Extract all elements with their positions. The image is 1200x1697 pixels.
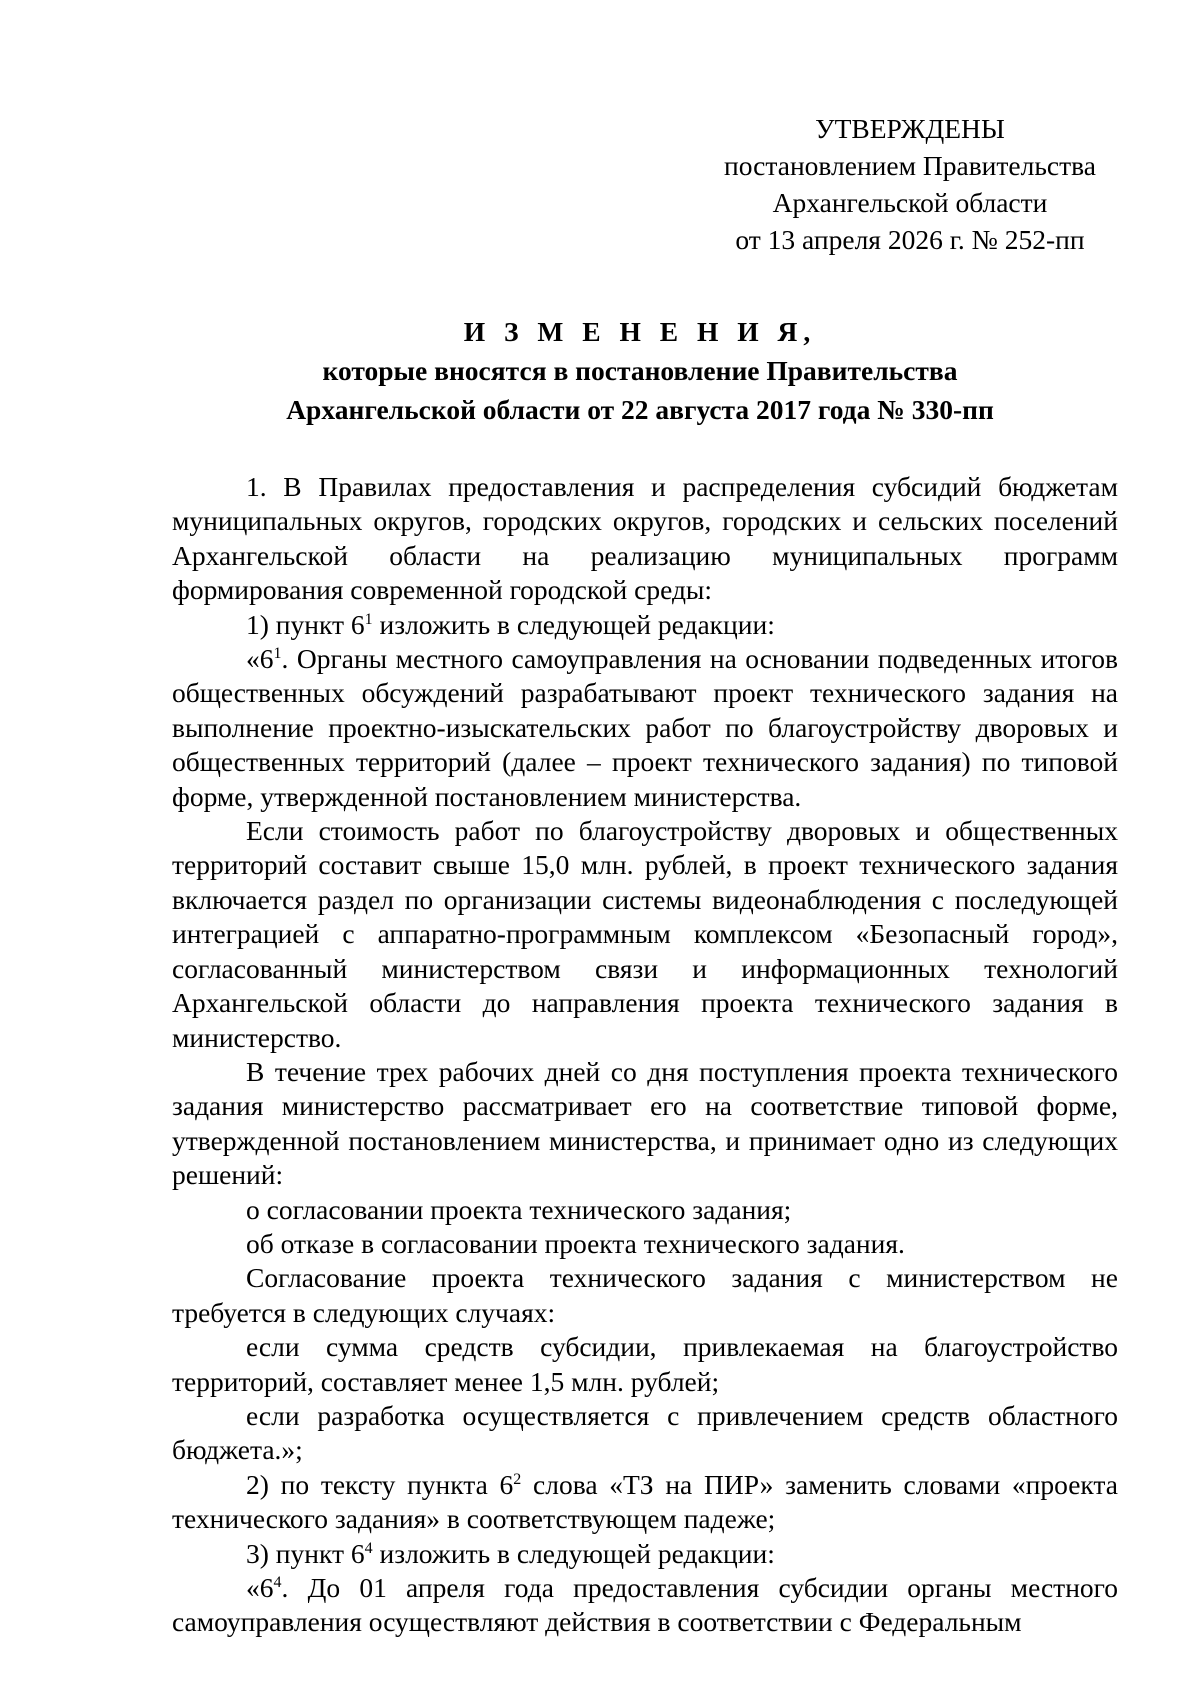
paragraph-12-text-a: 3) пункт 6: [246, 1537, 365, 1569]
title-heading: И З М Е Н Е Н И Я,: [463, 316, 817, 347]
paragraph-4: Если стоимость работ по благоустройству дворовых и общественных территорий составит свыше 15,0 млн. рублей, в проект технического задания включается раздел по организации системы видеонаблюдения с последующей интеграцией с аппаратно-программным комплексом «Безопасный город», согласованный министерством связи и информационных технологий Архангельской области до направления проекта технического задания в министерство.: [172, 815, 1118, 1053]
paragraph-11-superscript: 2: [513, 1470, 522, 1488]
approval-line-3: Архангельской области: [772, 187, 1048, 218]
paragraph-11-text-a: 2) по тексту пункта 6: [246, 1468, 514, 1500]
document-title: [170, 312, 1110, 429]
paragraph-3: [172, 642, 1118, 814]
paragraph-6: о согласовании проекта технического задания;: [246, 1193, 792, 1225]
paragraph-13-superscript: 4: [273, 1574, 282, 1591]
approval-line-2: постановлением Правительства: [724, 150, 1096, 181]
paragraph-12-superscript: 4: [364, 1539, 373, 1557]
paragraph-11-text-b: слова «ТЗ на ПИР» заменить словами «проекта технического задания» в соответствующем падеже;: [172, 1468, 1118, 1535]
approval-line-1: УТВЕРЖДЕНЫ: [815, 113, 1005, 144]
paragraph-1: 1. В Правилах предоставления и распределения субсидий бюджетам муниципальных округов, городских округов, городских и сельских поселений Архангельской области на реализацию муниципальных программ формирования современной городской среды:: [172, 471, 1118, 606]
paragraph-13-text-a: «6: [246, 1572, 274, 1603]
paragraph-12: [172, 1537, 1118, 1571]
title-subtitle-line-2: Архангельской области от 22 августа 2017 года № 330-пп: [286, 394, 994, 425]
paragraph-12-text-b: изложить в следующей редакции:: [372, 1537, 775, 1569]
paragraph-2-superscript: 1: [364, 610, 373, 628]
paragraph-11: [172, 1468, 1118, 1537]
paragraph-10: если разработка осуществляется с привлечением средств областного бюджета.»;: [172, 1399, 1118, 1466]
paragraph-8: Согласование проекта технического задания с министерством не требуется в следующих случаях:: [172, 1262, 1118, 1328]
paragraph-3-text-b: . Органы местного самоуправления на основании подведенных итогов общественных обсуждений разрабатывают проект технического задания на выполнение проектно-изыскательских работ по благоустройству дворовых и общественных территорий (далее – проект технического задания) по типовой форме, утвержденной постановлением министерства.: [172, 643, 1118, 812]
paragraph-5: В течение трех рабочих дней со дня поступления проекта технического задания министерство рассматривает его на соответствие типовой форме, утвержденной постановлением министерства, и принимает одно из следующих решений:: [172, 1055, 1118, 1191]
paragraph-2-text-a: 1) пункт 6: [246, 608, 365, 640]
paragraph-9: если сумма средств субсидии, привлекаемая на благоустройство территорий, составляет менее 1,5 млн. рублей;: [172, 1331, 1118, 1397]
paragraph-2-text-b: изложить в следующей редакции:: [372, 608, 775, 640]
paragraph-7: об отказе в согласовании проекта технического задания.: [246, 1227, 905, 1259]
approval-line-4: от 13 апреля 2026 г. № 252-пп: [735, 224, 1085, 255]
paragraph-3-text-a: «6: [246, 643, 274, 675]
title-subtitle-line-1: которые вносятся в постановление Правительства: [322, 355, 958, 386]
paragraph-13-text-b: . До 01 апреля года предоставления субсидии органы местного самоуправления осуществляют действия в соответствии с Федеральным: [172, 1572, 1118, 1638]
paragraph-13: [172, 1571, 1118, 1640]
paragraph-3-superscript: 1: [273, 645, 282, 663]
approval-stamp: [700, 110, 1120, 258]
document-body: [172, 470, 1118, 1640]
paragraph-2: [172, 608, 1118, 642]
